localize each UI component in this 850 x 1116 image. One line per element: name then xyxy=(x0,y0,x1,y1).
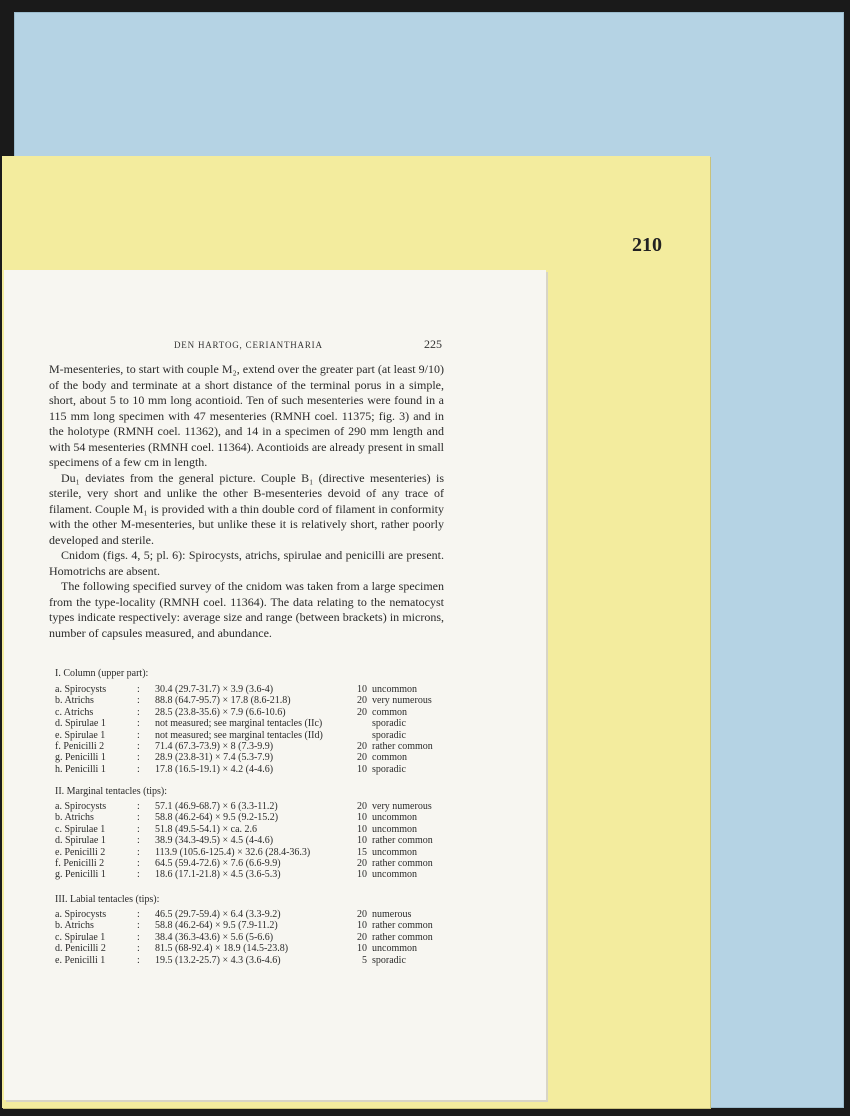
capsule-size: 46.5 (29.7-59.4) × 6.4 (3.3-9.2) xyxy=(155,909,281,920)
capsule-name: a. Spirocysts xyxy=(55,909,107,920)
capsule-abundance: common xyxy=(372,706,407,718)
capsule-size: 113.9 (105.6-125.4) × 32.6 (28.4-36.3) xyxy=(155,846,311,858)
capsule-size: 28.9 (23.8-31) × 7.4 (5.3-7.9) xyxy=(155,752,274,764)
capsule-name: e. Spirulae 1 xyxy=(55,729,106,741)
capsule-name: e. Penicilli 2 xyxy=(55,846,106,858)
capsule-abundance: rather common xyxy=(372,857,433,869)
capsule-name: f. Penicilli 2 xyxy=(55,740,105,752)
capsule-abundance: very numerous xyxy=(372,695,432,707)
capsule-name: h. Penicilli 1 xyxy=(55,763,106,775)
capsule-count: 10 xyxy=(357,812,367,824)
capsule-count: 20 xyxy=(357,909,367,920)
section-heading-marginal: II. Marginal tentacles (tips): xyxy=(55,786,168,797)
capsule-abundance: very numerous xyxy=(372,801,432,812)
capsule-name: d. Spirulae 1 xyxy=(55,835,106,847)
capsule-count: 20 xyxy=(357,801,367,812)
capsule-abundance: numerous xyxy=(372,909,412,920)
capsule-count: 20 xyxy=(357,706,367,718)
capsule-name: e. Penicilli 1 xyxy=(55,954,106,966)
capsule-count: 10 xyxy=(357,920,367,932)
capsule-abundance: uncommon xyxy=(372,684,417,695)
capsule-count: 20 xyxy=(357,931,367,943)
paragraph: The following specified survey of the cnidom was taken from a large specimen from the type-locality (RMNH coel. 11364). The data relating to the nematocyst types indicate respectively: average size and range (between brackets) in microns, number of capsules measured, and abundance. xyxy=(49,579,444,640)
capsule-size: 88.8 (64.7-95.7) × 17.8 (8.6-21.8) xyxy=(155,695,291,707)
capsule-abundance: sporadic xyxy=(372,729,406,741)
page-folio: 225 xyxy=(424,337,442,351)
capsule-name: g. Penicilli 1 xyxy=(55,869,106,881)
paragraph: Du₁ deviates from the general picture. Couple B₁ (directive mesenteries) is sterile, very short and unlike the other B-mesenteries devoid of any trace of filament. Couple M₁ is provided with a thin double cord of filament in conformity with the other M-mesenteries, but unlike these it is relatively short, rather poorly developed and sterile. xyxy=(49,470,444,547)
capsule-count: 10 xyxy=(357,869,367,881)
capsule-abundance: uncommon xyxy=(372,869,417,881)
body-text xyxy=(49,362,444,641)
capsule-count: 20 xyxy=(357,752,367,764)
capsule-abundance: rather common xyxy=(372,835,433,847)
capsule-name: a. Spirocysts xyxy=(55,684,107,695)
capsule-count: 10 xyxy=(357,835,367,847)
capsule-abundance: uncommon xyxy=(372,943,417,955)
capsule-size: 58.8 (46.2-64) × 9.5 (9.2-15.2) xyxy=(155,812,279,824)
backing-page-number: 210 xyxy=(632,234,662,256)
section-heading-labial: III. Labial tentacles (tips): xyxy=(55,894,160,905)
capsule-name: c. Spirulae 1 xyxy=(55,931,106,943)
capsule-abundance: rather common xyxy=(372,740,433,752)
capsule-size: 57.1 (46.9-68.7) × 6 (3.3-11.2) xyxy=(155,801,278,812)
capsule-abundance: sporadic xyxy=(372,763,406,775)
capsule-count: 10 xyxy=(357,684,367,695)
capsule-count: 20 xyxy=(357,695,367,707)
capsule-name: b. Atrichs xyxy=(55,695,94,707)
capsule-name: a. Spirocysts xyxy=(55,801,107,812)
capsule-count: 5 xyxy=(362,954,367,966)
capsule-size: 71.4 (67.3-73.9) × 8 (7.3-9.9) xyxy=(155,740,274,752)
capsule-abundance: sporadic xyxy=(372,954,406,966)
capsule-abundance: rather common xyxy=(372,931,433,943)
capsule-size: 58.8 (46.2-64) × 9.5 (7.9-11.2) xyxy=(155,920,278,932)
capsule-abundance: common xyxy=(372,752,407,764)
capsule-size: 81.5 (68-92.4) × 18.9 (14.5-23.8) xyxy=(155,943,289,955)
printed-page: DEN HARTOG, CERIANTHARIA 225 M-mesenteries, to start with couple M₂, extend over the greater part (at least 9/10) of the body and terminate at a short distance of the terminal porus in a simple, short, about 5 to 10 mm long acontioid. Ten of such mesenteries were found in a 115 mm long specimen with 47 mesenteries (RMNH coel. 11375; fig. 3) and in the holotype (RMNH coel. 11362), and 14 in a specimen of 290 mm length and with 54 mesenteries (RMNH coel. 11364). Acontioids are already present in small specimens of a few cm in length. Du₁ deviates from the general picture. Couple B₁ (directive mesenteries) is sterile, very short and unlike the other B-mesenteries devoid of any trace of filament. Couple M₁ is provided with a thin double cord of filament in conformity with the other M-mesenteries, but unlike these it is relatively short, rather poorly developed and sterile. Cnidom (figs. 4, 5; pl. 6): Spirocysts, atrichs, spirulae and penicilli are present. Homotrichs are absent. The following specified survey of the cnidom was taken from a large specimen from the type-locality (RMNH coel. 11364). The data relating to the nematocyst types indicate respectively: average size and range (between brackets) in microns, number of capsules measured, and abundance. I. Column (upper part): a. Spirocysts : 30.4 (29.7-31.7) × 3.9 (3.6-4) 10 uncommon b. Atrichs : 88.8 (64.7-95.7) × 17.8 (8.6-21.8) 20 very numerous c. Atrichs : 28.5 (23.8-35.6) × 7.9 (6.6-10.6) 20 common d. Spirulae 1 : not measured; see marginal tentacles (IIc) sporadic e. Spirulae 1 : not measured; see marginal tentacles (IId) sporadic f. Penicilli 2 : 71.4 (67.3-73.9) × 8 (7.3-9.9) 20 rather common g. Penicilli 1 : 28.9 (23.8-31) × 7.4 (5.3-7.9) 20 common h. Penicilli 1 : 17.8 (16.5-19.1) × 4.2 (4-4.6) 10 sporadic II. Marginal tentacles (tips): a. Spirocysts : 57.1 (46.9-68.7) × 6 (3.3-11.2) 20 very numerous b. Atrichs : 58.8 (46.2-64) × 9.5 (9.2-15.2) 10 uncommon c. Spirulae 1 : 51.8 (49.5-54.1) × ca. 2.6 10 uncommon d. Spirulae 1 : 38.9 (34.3-49.5) × 4.5 (4-4.6) 10 rather common e. Penicilli 2 : 113.9 (105.6-125.4) × 32.6 (28.4-36.3) 15 uncommon f. Penicilli 2 : 64.5 (59.4-72.6) × 7.6 (6.6-9.9) 20 rather common g. Penicilli 1 : 18.6 (17.1-21.8) × 4.5 (3.6-5.3) 10 uncommon III. Labial tentacles (tips): a. Spirocysts : 46.5 (29.7-59.4) × 6.4 (3.3-9.2) 20 numerous b. Atrichs : 58.8 (46.2-64) × 9.5 (7.9-11.2) 10 rather common c. Spirulae 1 : 38.4 (36.3-43.6) × 5.6 (5-6.6) 20 rather common d. Penicilli 2 : 81.5 (68-92.4) × 18.9 (14.5-23.8) 10 uncommon e. Penicilli 1 : 19.5 (13.2-25.7) × 4.3 (3.6-4.6) 5 sporadic xyxy=(4,270,546,1100)
capsule-size: 18.6 (17.1-21.8) × 4.5 (3.6-5.3) xyxy=(155,869,281,881)
capsule-count: 20 xyxy=(357,857,367,869)
capsule-size: 30.4 (29.7-31.7) × 3.9 (3.6-4) xyxy=(155,684,274,695)
capsule-count: 20 xyxy=(357,740,367,752)
capsule-name: d. Penicilli 2 xyxy=(55,943,106,955)
capsule-size: 17.8 (16.5-19.1) × 4.2 (4-4.6) xyxy=(155,763,274,775)
section-heading-column: I. Column (upper part): xyxy=(55,668,149,679)
capsule-size: 19.5 (13.2-25.7) × 4.3 (3.6-4.6) xyxy=(155,954,281,966)
capsule-count: 10 xyxy=(357,823,367,835)
capsule-name: b. Atrichs xyxy=(55,812,94,824)
capsule-size: 51.8 (49.5-54.1) × ca. 2.6 xyxy=(155,823,258,835)
capsule-count: 10 xyxy=(357,943,367,955)
capsule-name: b. Atrichs xyxy=(55,920,94,932)
capsule-size: 28.5 (23.8-35.6) × 7.9 (6.6-10.6) xyxy=(155,706,286,718)
capsule-name: f. Penicilli 2 xyxy=(55,857,105,869)
paragraph: Cnidom (figs. 4, 5; pl. 6): Spirocysts, atrichs, spirulae and penicilli are present. Homotrichs are absent. xyxy=(49,548,444,578)
capsule-abundance: uncommon xyxy=(372,823,417,835)
capsule-size: 38.4 (36.3-43.6) × 5.6 (5-6.6) xyxy=(155,931,274,943)
capsule-size: not measured; see marginal tentacles (IIc) xyxy=(155,718,323,730)
capsule-name: d. Spirulae 1 xyxy=(55,718,106,730)
capsule-name: c. Atrichs xyxy=(55,706,94,718)
capsule-name: c. Spirulae 1 xyxy=(55,823,106,835)
capsule-count: 15 xyxy=(357,846,367,858)
capsule-name: g. Penicilli 1 xyxy=(55,752,106,764)
paragraph: M-mesenteries, to start with couple M₂, extend over the greater part (at least 9/10) of the body and terminate at a short distance of the terminal porus in a simple, short, about 5 to 10 mm long acontioid. Ten of such mesenteries were found in a 115 mm long specimen with 47 mesenteries (RMNH coel. 11375; fig. 3) and in the holotype (RMNH coel. 11362), and 14 in a specimen of 290 mm length and with 54 mesenteries (RMNH coel. 11364). Acontioids are already present in small specimens of a few cm in length. xyxy=(49,362,444,469)
capsule-abundance: uncommon xyxy=(372,846,417,858)
capsule-abundance: sporadic xyxy=(372,718,406,730)
capsule-abundance: rather common xyxy=(372,920,433,932)
running-head: DEN HARTOG, CERIANTHARIA xyxy=(174,340,323,350)
capsule-size: 38.9 (34.3-49.5) × 4.5 (4-4.6) xyxy=(155,835,274,847)
capsule-size: 64.5 (59.4-72.6) × 7.6 (6.6-9.9) xyxy=(155,857,281,869)
capsule-size: not measured; see marginal tentacles (IId) xyxy=(155,729,323,741)
capsule-abundance: uncommon xyxy=(372,812,417,824)
capsule-count: 10 xyxy=(357,763,367,775)
